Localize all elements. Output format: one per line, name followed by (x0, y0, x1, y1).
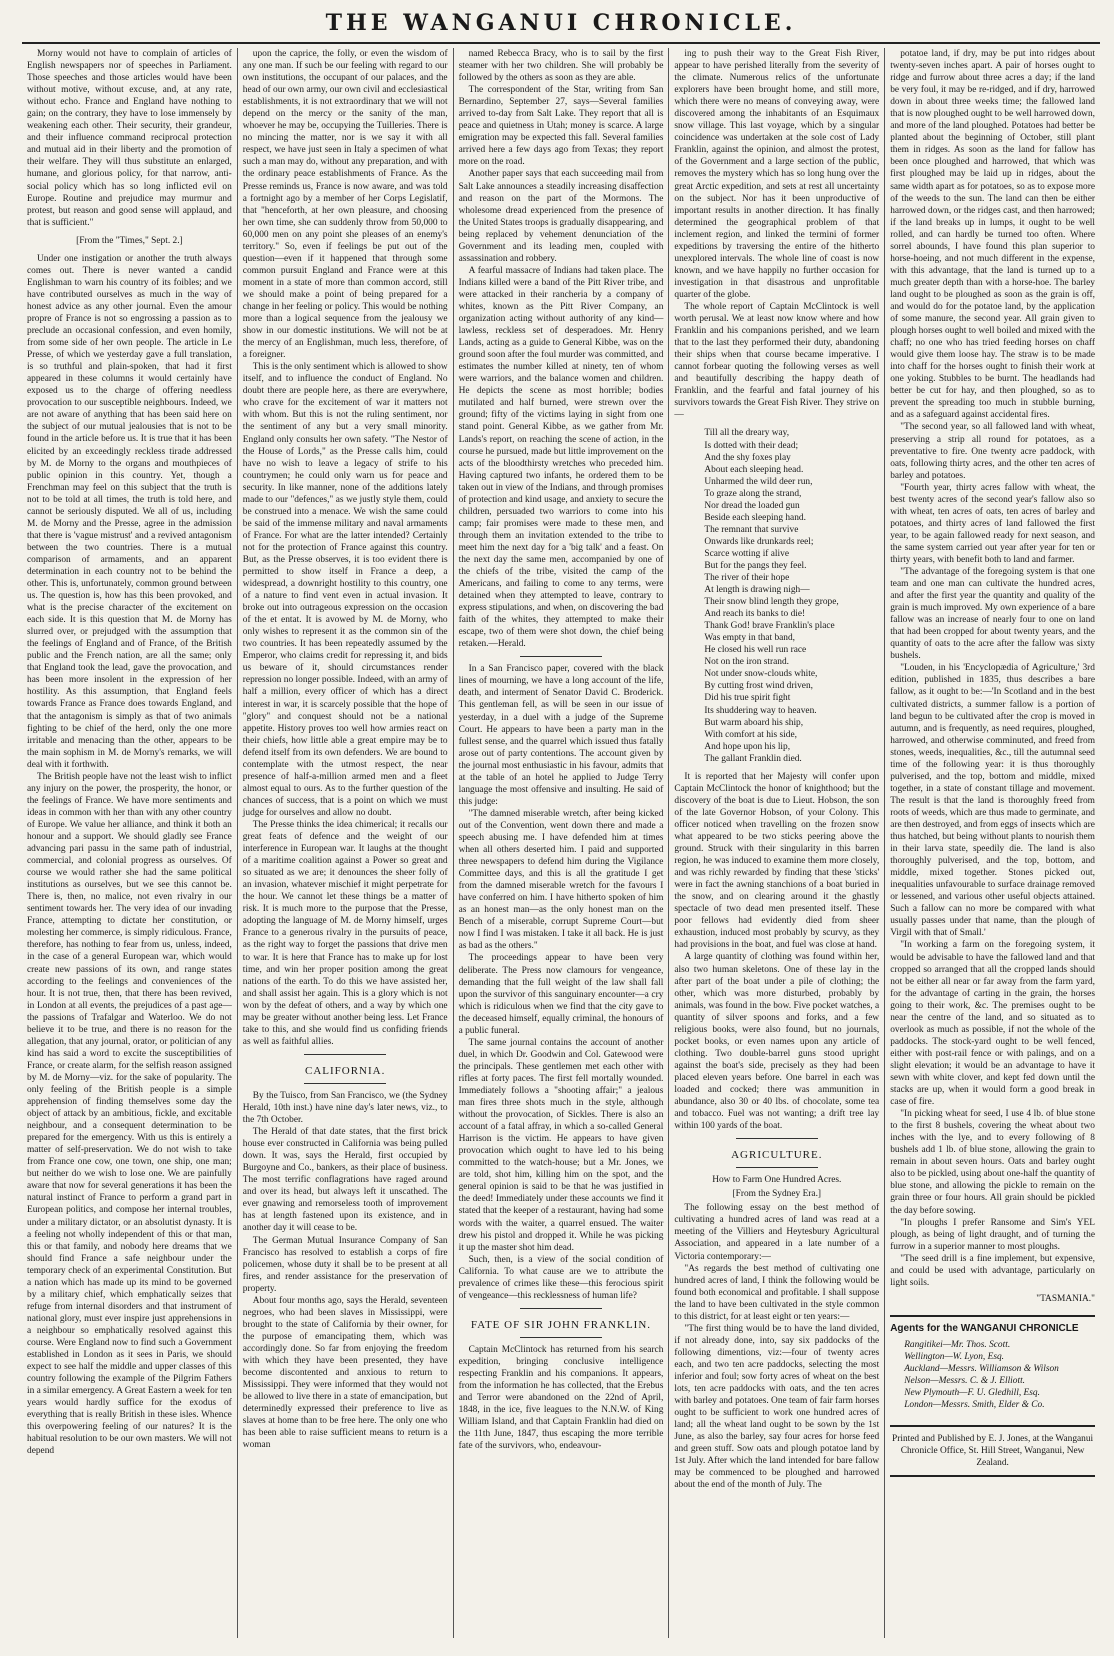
paragraph: Morny would not have to complain of articles of English newspapers nor of speeches in Parliament. Those speeches and those articles would have been without motive, without excuse, and, at any rate, without echo. France and England have nothing to gain; on the contrary, they have to lose immensely by weakening each other. Their security, their grandeur, and their influence command reciprocal protection and mutual aid in their liberty and the promotion of their welfare. They will thus substitute an enlarged, humane, and glorious policy, for that narrow, anti-social policy which has so long inflicted evil on Europe. Routine and prejudice may murmur and protest, but reason and good sense will applaud, and that is sufficient." (27, 49, 232, 228)
agents-heading: Agents for the WANGANUI CHRONICLE (890, 1315, 1095, 1335)
section-heading-california: CALIFORNIA. (305, 1064, 386, 1077)
column-container (22, 48, 1100, 1638)
agent-entry: London—Messrs. Smith, Elder & Co. (904, 1400, 1045, 1411)
signature: "TASMANIA." (1036, 1293, 1095, 1304)
paragraph: The German Mutual Insurance Company of San Francisco has resolved to establish a corps of fire policemen, whose duty it shall be to be present at all fires, and render assistance for the preservation of property. (242, 1235, 448, 1294)
paragraph: The proceedings appear to have been very deliberate. The Press now clamours for vengeance, demanding that the full weight of the law shall fall upon the survivor of this sanguinary encounter—a cry which is ridiculous when we find that the city gave to the deceased himself, equally criminal, the honours of a public funeral. (458, 953, 664, 1036)
paragraph: "In picking wheat for seed, I use 4 lb. of blue stone to the first 8 bushels, covering the wheat about two inches with the lye, and to every following of 8 bushels add 1 lb. of blue stone, allowing the grain to remain in about seven hours. Oats and barley ought also to be pickled, using about one-half the quantity of blue stone, and allowing the pickle to remain on the grain three or four hours. All grain should be pickled the day before sowing. (890, 1109, 1095, 1216)
paragraph: "In ploughs I prefer Ransome and Sim's YEL plough, as being of light draught, and of turning the furrow in a superior manner to most ploughs. (890, 1217, 1095, 1252)
agent-entry: Rangitikei—Mr. Thos. Scott. (904, 1339, 1011, 1350)
paragraph: "The advantage of the foregoing system is that one team and one man can cultivate the hundred acres, and after the first year the quantity and quality of the grain is much improved. My own experience of a bare fallow was an increase of nearly four to one on land that had been cropped for about twenty years, and the quantity of oats to the acre after the fallow was sixty bushels. (890, 567, 1095, 662)
paragraph: "As regards the best method of cultivating one hundred acres of land, I think the following would be found both economical and profitable. I shall suppose the land to have been cultivated in the style common to this district, for at least eight or ten years:— (674, 1263, 880, 1322)
paragraph: Such, then, is a view of the social condition of California. To what cause are we to attribute the prevalence of crimes like these—this ferocious spirit of vengeance—this recklessness of human life? (458, 1254, 664, 1301)
article-subtitle: How to Farm One Hundred Acres. (712, 1175, 842, 1186)
divider (304, 1083, 386, 1084)
paragraph: The whole report of Captain McClintock is well worth perusal. We at least now know where and how Franklin and his companions perished, and we learn that to the last they performed their duty, abandoning their ships when that course became imperative. I cannot forbear quoting the following verses as well and beautifully describing the happy death of Franklin, and the fearful and fatal journey of his survivors towards the Great Fish River. They strive on— (674, 301, 880, 421)
paragraph: Captain McClintock has returned from his search expedition, bringing conclusive intelligence respecting Franklin and his companions. It appears, from the information he has collected, that the Erebus and Terror were abandoned on the 22nd of April, 1848, in the ice, five leagues to the N.N.W. of King William Island, and that Captain Franklin had died on the 11th June, 1847, thus escaping the more terrible fate of the survivors, who, endeavour- (458, 1344, 664, 1452)
paragraph: Another paper says that each succeeding mail from Salt Lake announces a steadily increasing disaffection and reason on the part of the Mormons. The wholesome dread experienced from the presence of the United States troops is gradually disappearing, and being replaced by vehement denunciation of the Government and its leading men, coupled with assassination and robbery. (458, 169, 664, 264)
paragraph: potatoe land, if dry, may be put into ridges about twenty-seven inches apart. A pair of horses ought to ridge and furrow about three acres a day; if the land be very foul, it may be re-ridged, and if dry, harrowed down in about three weeks time; the fallowed land that is now ploughed ought to be well harrowed down, and more of the land ploughed. Potatoes had better be planted about the beginning of October, still plant them in ridges. As soon as the land for fallow has been once ploughed and harrowed, that which was first ploughed may be laid up in ridges, about the same width apart as for potatoes, so as to expose more of the weeds to the sun. The land can then be either harrowed down, or the ridges cast, and then harrowed; if the land breaks up in lumps, it ought to be well rolled, and can hardly be turned too often. Where sorrel abounds, I have found this plan superior to horse-hoeing, and not much different in the expense, with this advantage, that the land is turned up to a much greater depth than with a horse-hoe. The barley land ought to be ploughed as soon as the grain is off, and would do for the potatoe land, by the application of some manure, the second year. All grain given to plough horses ought to well boiled and mixed with the chaff; no one who has tried feeding horses on chaff would give them loose hay. The straw is to be made into chaff for the horses ought to finish their work at one yoking. Stubbles to be burnt. The headlands had better be cut for hay, and then ploughed, so as to prevent the spreading too much in stubble burning, and as a safeguard against accidental fires. (890, 49, 1095, 421)
divider (304, 1054, 386, 1055)
paragraph: named Rebecca Bracy, who is to sail by the first steamer with her two children. She will probably be followed by the others as soon as they are able. (458, 49, 664, 84)
paragraph: The Herald of that date states, that the first brick house ever constructed in California was being pulled down. It was, says the Herald, first occupied by Burgoyne and Co., bankers, as their place of business. The most terrific conflagrations have raged around and over its head, but always left it unscathed. The ever gnawing and remorseless tooth of improvement has at length fastened upon its existence, and in another day it will cease to be. (242, 1127, 448, 1234)
agent-entry: New Plymouth—F. U. Gledhill, Esq. (904, 1388, 1040, 1399)
masthead (22, 8, 1100, 44)
paragraph: The correspondent of the Star, writing from San Bernardino, September 27, says—Several families arrived to-day from Salt Lake. They report that all is peace and quietness in Utah; money is scarce. A large emigration may be expected this fall. Several families arrived here a few days ago from Texas; they report more on the road. (458, 85, 664, 168)
paragraph: "The first thing would be to have the land divided, if not already done, into, say six paddocks of the following dimentions, viz:—four of twenty acres each, and two ten acre paddocks, selecting the most inferior and foul; sow forty acres of wheat on the best lots, ten acre paddocks with oats, and the ten acres with barley and potatoes. One team of fair farm horses ought to be sufficient to work one hundred acres of land; all the wheat land ought to be sown by the 1st June, as also the barley, say four acres for horse feed and green stuff. Sow oats and plough potatoe land by 1st July. After which the land intended for bare fallow may be commenced to be ploughed and harrowed about the end of the month of July. The (674, 1323, 880, 1491)
column-4 (669, 48, 885, 1638)
section-heading-franklin: FATE OF SIR JOHN FRANKLIN. (470, 1318, 652, 1331)
paragraph: "In working a farm on the foregoing system, it would be advisable to have the fallowed land and that cropped so arranged that all the cropped lands should not be either all near or far away from the farm yard, for the advantage of carting in the grain, the horses going to their work, &c. The premises ought to be near the centre of the land, and so situated as to overlook as much as possible, if not the whole of the paddocks. The stock-yard ought to be well fenced, either with post-rail fence or with palings, and on a slight elevation; it would be an advantage to have it sewn with white clover, and kept fed down until the stacks are up, when it would form a good break in case of fire. (890, 940, 1095, 1108)
agent-entry: Nelson—Messrs. C. & J. Elliott. (904, 1376, 1026, 1387)
paragraph: This is the only sentiment which is allowed to show itself, and to influence the conduct of England. No doubt there are people here, as there are everywhere, who crave for the excitement of war it matters not with whom. But this is not the ruling sentiment, nor the sentiment of any but a very small minority. England only consults her own safety. "The Nestor of the House of Lords," as the Presse calls him, could have no wish to leave a legacy of strife to his countrymen; he could only warn us for peace and security. In like manner, none of the additions lately made to our "defences," as we justly style them, could be construed into a menace. We wish the same could be said of the immense military and naval armaments of France. For what are the latter intended? Certainly not for the protection of France against this country. But, as the Presse observes, it is too evident there is permitted to show itself in France a deep, a widespread, a downright hostility to this country, one of a nature to find vent even in actual invasion. It broke out into outrageous expression on the occasion of the et entat. It is avowed by M. de Morny, who only wishes to represent it as the common sin of the two countries. It has been repeatedly assumed by the Emperor, who claims credit for repressing it, and bids us beware of it, should circumstances render repression no longer possible. Indeed, with an army of half a million, every officer of which has a direct interest in war, it is scarcely possible that the hope of "glory" and conquest should not be a national appetite. History proves too well how armies react on their chiefs, how little able a great empire may be to defend itself from its own defenders. We are bound to contemplate with the utmost respect, the near presence of half-a-million armed men and a fleet almost equal to ours. As to the further question of the chances of success, that is a point on which we must judge for ourselves and allow no doubt. (242, 362, 448, 818)
paragraph: Under one instigation or another the truth always comes out. There is never wanted a candid Englishman to warn his country of its foibles; and we have contributed ourselves as much in the way of honest advice as any other journal. Even the amour propre of France is not so engrossing a passion as to preclude an occasional confession, and even homily, from some side of her own people. The article in Le Presse, of which we yesterday gave a full translation, is so truthful and plain-spoken, that had it first appeared in these columns it would certainly have exposed us to the charge of offering needless provocation to our susceptible neighbours. Indeed, we are not aware of anything that has been said here on the subject of our mutual jealousies that is not to be found in the article before us. It is true that it has been elicited by an exceedingly reckless tirade addressed by M. de Morny to the organs and mouthpieces of public opinion in this country. Yet, though a Frenchman may feel on this subject that the truth is not to be told at all times, the truth is told here, and cannot be seriously disputed. We all of us, including M. de Morny and the Presse, agree in the admission that there is 'vague mistrust' and a revived antagonism between the two countries. There is a mutual comparison of armaments, and an apparent determination in each country not to be behind the other. This is, unfortunately, common ground between us. The question is, how has this been provoked, and what is the precise character of the excitement on each side. It is this question that M. de Morny has slurred over, or prejudged with the assumption that the feelings of England and of France, of the British public and the French nation, are all the same; only that England took the lead, gave the provocation, and has been more insolent in the expression of her hostility. As this assumption, that England feels towards France as France does towards England, and that the antagonism is simply as that of two animals fighting to be chief of the herd, only the one more irritable and menacing than the other, appears to be the main sophism in M. de Morny's remarks, we will deal with it forthwith. (27, 253, 232, 770)
source-note: [From the Sydney Era.] (732, 1189, 822, 1200)
paragraph: The British people have not the least wish to inflict any injury on the power, the prosperity, the honor, or the feelings of France. We have more sentiments and ideas in common with her than with any other country of Europe. We value her alliance, and think it both an honour and a support. We should gladly see France advancing pari passu in the same path of industrial, commercial, and colonial progress as ourselves. Of course we would rather she had the same political institutions as ourselves, but we see this cannot be. There is, then, no malice, not even rivalry in our sentiment towards her. The very idea of our invading France, attempting to dictate her constitution, or molesting her commerce, is simply ridiculous. France, therefore, has nothing to fear from us, unless, indeed, in the case of a general European war, which would create new passions of its own, and range states according to the feelings and conveniences of the hour. It is not true, then, that there has been revived, in London at all events, the prejudices of a past age—the passions of Trafalgar and Waterloo. We do not believe it to be true, and there is no reason for the allegation, that any journal, orator, or politician of any kind has said a word to excite the susceptibilities of France, or create alarm, for the selfish reason assigned by M. de Morny—viz. for the sake of popularity. The only feeling of the British people is a simple apprehension of finding themselves some day the object of attack by an ambitious, fickle, and excitable neighbour, and a consequent determination to be prepared for the emergency. With us this is entirely a matter of self-preservation. We do not wish to take from France one cow, one town, one ship, one man; but neither do we wish to lose one. We are painfully aware that now for several generations it has been the natural instinct of France to perform a grand part in European politics, and compose her internal troubles, under a military dictator, or an absolutist dynasty. It is a feeling not wholly independent of this or that man, this or that family, and nobody here dreams that we should find France a safe neighbour under the temporary check of an experimental Constitution. But a nation which has made up its mind to be governed by a military chief, which emphatically seizes that refuge from internal disorders and that instrument of national glory, must ever inspire just apprehensions in a neighbour so emphatically resolved against this course. Were England now to find such a Government established in London as it sees in Paris, we should expect to see half the middle and upper classes of this country following the example of the Pilgrim Fathers in a similar emergency. A Great Eastern a week for ten years would hardly suffice for the exodus of everything that is really British in these isles. Whence this overpowering feeling of our natures? It is the habitual resolution to be our own masters. We will not depend (27, 771, 232, 1457)
paragraph: About four months ago, says the Herald, seventeen negroes, who had been slaves in Mississippi, were brought to the state of California by their owner, for the purpose of emancipating them, which was accordingly done. So far from enjoying the freedom with which they have been presented, they have become discontented and anxious to return to Mississippi. They were informed that they would not be allowed to live there in a state of emancipation, but determinedly expressed their preference to live as slaves at home than to be free here. The only one who has been able to raise sufficient means to return is a woman (242, 1295, 448, 1451)
agent-entry: Wellington—W. Lyon, Esq. (904, 1351, 1004, 1362)
imprint: Printed and Published by E. J. Jones, at the Wanganui Chronicle Office, St. Hill Street, Wanganui, New Zealand. (890, 1425, 1095, 1477)
divider (736, 1167, 818, 1168)
paragraph: ing to push their way to the Great Fish River, appear to have perished literally from the severity of the climate. Numerous relics of the unfortunate explorers have been brought home, and still more, which there were no means of conveying away, were discovered among the inhabitants of an Esquimaux snow village. This last voyage, which by a singular coincidence was undertaken at the sole cost of Lady Franklin, against the opinion, and almost the protest, of the Government and a large section of the public, removes the mystery which has so long hung over the great Arctic expedition, and sets at rest all uncertainty on the subject. Nor has it been unproductive of important results in another direction. It has finally determined the geographical problem of that inclement region, and linked the termini of former expeditions by traversing the entire of the hitherto unexplored intervals. The whole line of coast is now known, and we have happily no further occasion for investigation in that disastrous and unprofitable quarter of the globe. (674, 49, 880, 300)
divider (520, 1337, 602, 1338)
quotation: "The damned miserable wretch, after being kicked out of the Convention, went down there and made a speech abusing me. I have defended him at times when all others deserted him. I paid and supported three newspapers to defend him during the Vigilance Committee days, and this is all the gratitude I get from the damned miserable wretch for the favours I have conferred on him. I have hitherto spoken of him as an honest man—as the only honest man on the Bench of a miserable, corrupt Supreme Court—but now I find I was mistaken. I take it all back. He is just as bad as the others." (458, 808, 664, 952)
column-1 (22, 48, 238, 1638)
paragraph: A large quantity of clothing was found within her, also two human skeletons. One of these lay in the after part of the boat under a pile of clothing; the other, which was more disturbed, probably by animals, was found in the bow. Five pocket watches, a quantity of silver spoons and forks, and a few religious books, were also found, but no journals, pocket books, or even names upon any article of clothing. Two double-barrel guns stood upright against the boat's side, precisely as they had been placed eleven years before. One barrel in each was loaded and cocked; there was ammunition in abundance, also 30 or 40 lbs. of chocolate, some tea and tobacco. Fuel was not wanting; a drift tree lay within 100 yards of the boat. (674, 952, 880, 1132)
divider (736, 1138, 818, 1139)
newspaper-title: THE WANGANUI CHRONICLE. (325, 10, 797, 36)
paragraph: In a San Francisco paper, covered with the black lines of mourning, we have a long account of the life, death, and interment of Senator David C. Broderick. This gentleman fell, as will be seen in our issue of yesterday, in a duel with a judge of the Supreme Court. He appears to have been a party man in the fullest sense, and the quarrel which issued thus fatally arose out of party contentions. The account given by the journal most enthusiastic in his favour, admits that at the table of an hotel he applied to Judge Terry language the most offensive and insulting. He said of this judge: (458, 664, 664, 807)
source-note: [From the "Times," Sept. 2.] (76, 235, 183, 246)
column-2 (238, 48, 454, 1638)
column-3 (454, 48, 670, 1638)
paragraph: The same journal contains the account of another duel, in which Dr. Goodwin and Col. Gatewood were the principals. These gentlemen met each other with rifles at forty paces. The first fell mortally wounded. Immediately follows a "shooting affair;" a jealous man fires three shots much in the style, although without the provocation, of Sickles. There is also an account of a fatal affray, in which a so-called General Harrison is the victim. He appears to have given provocation which ought to have led to his being committed to the watch-house; but a Mr. Jones, we are told, shot him, killing him on the spot, and the general opinion is said to be that he was justified in the deed! Immediately under these accounts we find it stated that the keeper of a restaurant, having had some words with the waiter, a quarrel ensued. The waiter drew his pistol and dropped it. While he was picking it up the master shot him dead. (458, 1037, 664, 1253)
paragraph: By the Tuisco, from San Francisco, we (the Sydney Herald, 10th inst.) have nine day's later news, viz., to the 7th October. (242, 1090, 448, 1126)
paragraph: A fearful massacre of Indians had taken place. The Indians killed were a band of the Pitt River tribe, and were attacked in their rancheria by a company of whites, known as the Pitt River Company, an organization acting without authority of any kind—lawless, reckless set of desperadoes. Mr. Henry Lands, acting as a guide to General Kibbe, was on the ground soon after the foul murder was committed, and estimates the number killed at ninety, ten of whom were warriors, and the balance women and children. He depicts the scene as most horrible; bodies mutilated and half burned, were strewn over the ground; fifty of the victims laying in sight from one stand point. General Kibbe, as we gather from Mr. Lands's report, on reaching the scene of action, in the course he pursued, made but little improvement on the acts of the bloodthirsty wretches who preceded him. Having captured two infants, he ordered them to be taken out in view of the Indians, and through promises of protection and kind usage, and anxiety to secure the children, persuaded two warriors to come into his camp; fair promises were made to these men, and through them an invitation extended to the tribe to meet him the next day for a 'big talk' and a feast. On the next day the same men, accompanied by one of the chiefs of the tribe, visited the camp of the Americans, and failing to come to any terms, were detained when they attempted to leave, contrary to express stipulations, and when, on discovering the bad faith of the whites, they attempted to make their escape, two of them were shot down, the chief being retaken.—Herald. (458, 265, 664, 650)
paragraph: It is reported that her Majesty will confer upon Captain McClintock the honor of knighthood; but the discovery of the boat is due to Lieut. Hobson, the son of the late Governor Hobson, of your Colony. This officer noticed when travelling on the frozen snow what appeared to be two sticks peering above the ground. Struck with their singularity in this barren region, he was induced to examine them more closely, and was richly rewarded by finding that these 'sticks' were in fact the awning stanchions of a boat buried in the snow, and on clearing around it the ghastly spectacle of two dead men presented itself. These poor fellows had evidently died from sheer exhaustion, induced most probably by scurvy, as they had provisions in the boat, and fuel was close at hand. (674, 771, 880, 951)
paragraph: "The seed drill is a fine implement, but expensive, and could be used with advantage, particularly on light soils. (890, 1253, 1095, 1288)
paragraph: The Presse thinks the idea chimerical; it recalls our great feats of defence and the weight of our interference in European war. It laughs at the thought of a maritime coalition against a Power so great and so situated as we are; it denounces the sheer folly of an invasion, whatever mischief it might perpetrate for the hour. We cannot let these things be a matter of risk. It is much more to the purpose that the Presse, adopting the language of M. de Morny himself, urges France to a generous rivalry in the pursuits of peace, as the right way to forget the passions that drive men to war. It is here that France has to make up for lost time, and win her proper position among the great nations of the earth. To do this we have assisted her, and shall assist her again. This is a glory which is not won by the defeat of others, and a way by which one may be greater without another being less. Let France take to this, and she would find us confiding friends as well as faithful allies. (242, 820, 448, 1047)
column-5 (885, 48, 1100, 1638)
paragraph: "Fourth year, thirty acres fallow with wheat, the best twenty acres of the second year's fallow also so with wheat, ten acres of oats, ten acres of barley and potatoes, and thirty acres of land fallowed the first year, to be again fallowed ready for next season, and the same system carried out year after year for ten or thirty years, with benefit both to land and farmer. (890, 482, 1095, 565)
agent-entry: Auckland—Messrs. Williamson & Wilson (904, 1364, 1059, 1375)
paragraph: upon the caprice, the folly, or even the wisdom of any one man. If such be our feeling with regard to our own institutions, the occupant of our palaces, and the head of our own army, our own civil and ecclesiastical establishments, it is not extraordinary that we will not depend on the mercy or the sanity of the man, whoever he may be, occupying the Tuilleries. There is no mincing the matter, nor is we say it with all respect, we have just seen in Italy a specimen of what such a man may do, without any preparation, and with the ordinary peace establishments of France. As the Presse reminds us, France is now aware, and was told a fortnight ago by a member of her Corps Legislatif, that "henceforth, at her own pleasure, and choosing her own time, she can suddenly throw from 50,000 to 60,000 men on any point she pleases of an enemy's territory." So, even if feelings be put out of the question—even if it happened that through some common pursuit England and France were at this moment in a state of more than common accord, still we should make a point of being prepared for a change in her feeling or policy. This would be nothing more than a logical sequence from the jealousy we show in our domestic institutions. We will not be at the mercy of an Englishman, much less, therefore, of a foreigner. (242, 49, 448, 361)
paragraph: "Louden, in his 'Encyclopædia of Agriculture,' 3rd edition, published in 1835, thus describes a bare fallow, as it ought to be:—'In Scotland and in the best cultivated districts, a summer fallow is a portion of land begun to be cultivated after the crop is moved in autumn, and is frequently, as need requires, ploughed, harrowed, and otherwise comminuted, and freed from stones, weeds, inequalities, &c., till the autumnal seed time of the following year: it is thus thoroughly pulverised, and the top, bottom and middle, mixed together, in a state of constant tillage and movement. The result is that the land is thoroughly freed from roots of weeds, which are thus made to germinate, and are then destroyed, and from eggs of insects which are thus hatched, but being without plants to nourish them in their larva state, speedily die. The land is also thoroughly pulverised, and the top, bottom, and middle, mixed together. Stones picked out, inequalities unfavourable to surface drainage removed or lessened, and various other useful objects attained. Such a fallow can no more be compared with what usually passes under that name, than the plough of Virgil with that of Small.' (890, 663, 1095, 939)
paragraph: "The second year, so all fallowed land with wheat, preserving a strip all round for potatoes, as a preventative to fire. One twenty acre paddock, with oats, following thirty acres, and the other ten acres of barley and potatoes. (890, 422, 1095, 481)
divider (520, 1308, 602, 1309)
divider (520, 656, 602, 657)
paragraph: The following essay on the best method of cultivating a hundred acres of land was read at a meeting of the Villiers and Heytesbury Agricultural Association, and appeared in a late number of a Victoria contemporary:— (674, 1203, 880, 1262)
section-heading-agriculture: AGRICULTURE. (731, 1149, 823, 1162)
poem: Till all the dreary way, Is dotted with their dead; And the shy foxes play About each sleeping head. Unharmed the wild deer run, To graze along the strand, Nor dread the loaded gun Beside each sleeping hand. The remnant that survive Onwards like drunkards reel; Scarce wotting if alive But for the pangs they feel. The river of their hope At length is drawing nigh— Their snow blind length they grope, And reach its banks to die! Thank God! brave Franklin's place Was empty in that band, He closed his well run race Not on the iron strand. Not under snow-clouds white, By cutting frost wind driven, Did his true spirit fight Its shuddering way to heaven. But warm aboard his ship, With comfort at his side, And hope upon his lip, The gallant Franklin died. (704, 428, 839, 764)
